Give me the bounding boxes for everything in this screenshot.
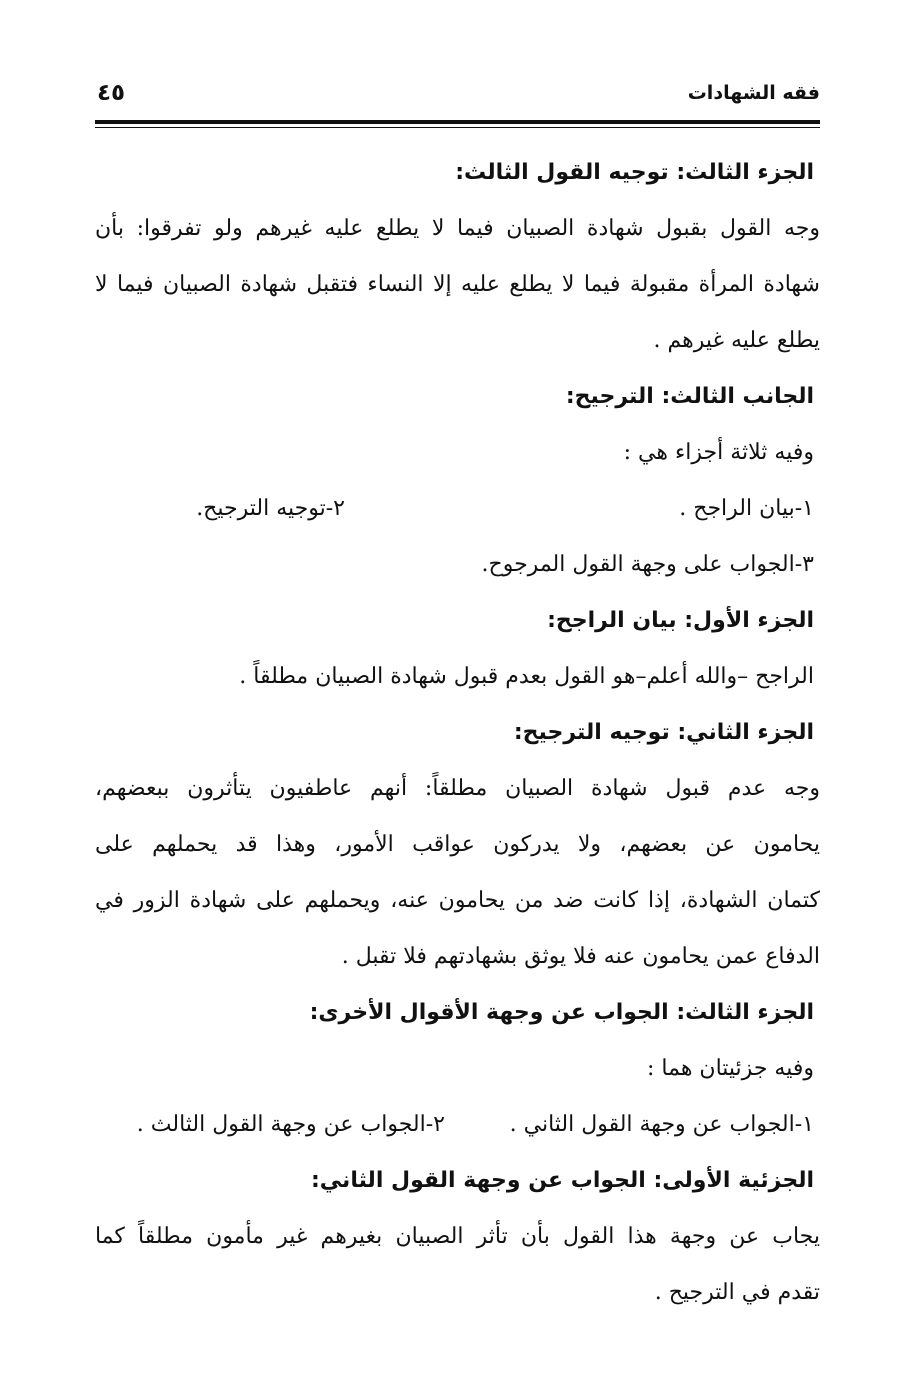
list-item: ١-الجواب عن وجهة القول الثاني . — [509, 1112, 814, 1137]
list-row — [95, 481, 820, 537]
list-item: ٢-الجواب عن وجهة القول الثالث . — [136, 1112, 445, 1137]
paragraph-line: الدفاع عمن يحامون عنه فلا يوثق بشهادتهم فلا تقبل . — [341, 944, 820, 969]
paragraph-line: يطلع عليه غيرهم . — [653, 328, 820, 353]
section-heading: الجزء الثاني: توجيه الترجيح: — [513, 720, 814, 745]
paragraph-line: شهادة المرأة مقبولة فيما لا يطلع عليه إلا النساء فتقبل شهادة الصبيان فيما لا — [95, 272, 820, 297]
page-header — [95, 78, 820, 118]
running-title: فقه الشهادات — [687, 82, 820, 104]
paragraph-line: يجاب عن وجهة هذا القول بأن تأثر الصبيان بغيرهم غير مأمون مطلقاً كما — [95, 1224, 820, 1249]
section-heading: الجزئية الأولى: الجواب عن وجهة القول الثاني: — [311, 1168, 814, 1193]
paragraph-line: وفيه ثلاثة أجزاء هي : — [623, 440, 814, 465]
page-number: ٤٥ — [97, 80, 126, 106]
paragraph-line: كتمان الشهادة، إذا كانت ضد من يحامون عنه، ويحملهم على شهادة الزور في — [95, 888, 820, 913]
paragraph-line: وجه عدم قبول شهادة الصبيان مطلقاً: أنهم عاطفيون يتأثرون ببعضهم، — [95, 776, 820, 801]
paragraph-line: تقدم في الترجيح . — [654, 1280, 820, 1305]
section-heading: الجزء الثالث: توجيه القول الثالث: — [455, 160, 814, 185]
list-item: ٣-الجواب على وجهة القول المرجوح. — [481, 552, 814, 577]
list-item: ١-بيان الراجح . — [679, 496, 814, 521]
section-heading: الجزء الأول: بيان الراجح: — [547, 608, 814, 633]
paragraph-line: الراجح –والله أعلم–هو القول بعدم قبول شهادة الصبيان مطلقاً . — [239, 664, 814, 689]
header-rule-thick — [95, 120, 820, 124]
list-row — [95, 1097, 820, 1153]
list-item: ٢-توجيه الترجيح. — [196, 496, 345, 521]
paragraph-line: يحامون عن بعضهم، ولا يدركون عواقب الأمور، وهذا قد يحملهم على — [95, 832, 820, 857]
header-rule-thin — [95, 127, 820, 128]
section-heading: الجزء الثالث: الجواب عن وجهة الأقوال الأخرى: — [309, 1000, 814, 1025]
section-heading: الجانب الثالث: الترجيح: — [565, 384, 814, 409]
page-body — [95, 145, 820, 1321]
paragraph-line: وفيه جزئيتان هما : — [647, 1056, 814, 1081]
paragraph-line: وجه القول بقبول شهادة الصبيان فيما لا يطلع عليه غيرهم ولو تفرقوا: بأن — [95, 216, 820, 241]
